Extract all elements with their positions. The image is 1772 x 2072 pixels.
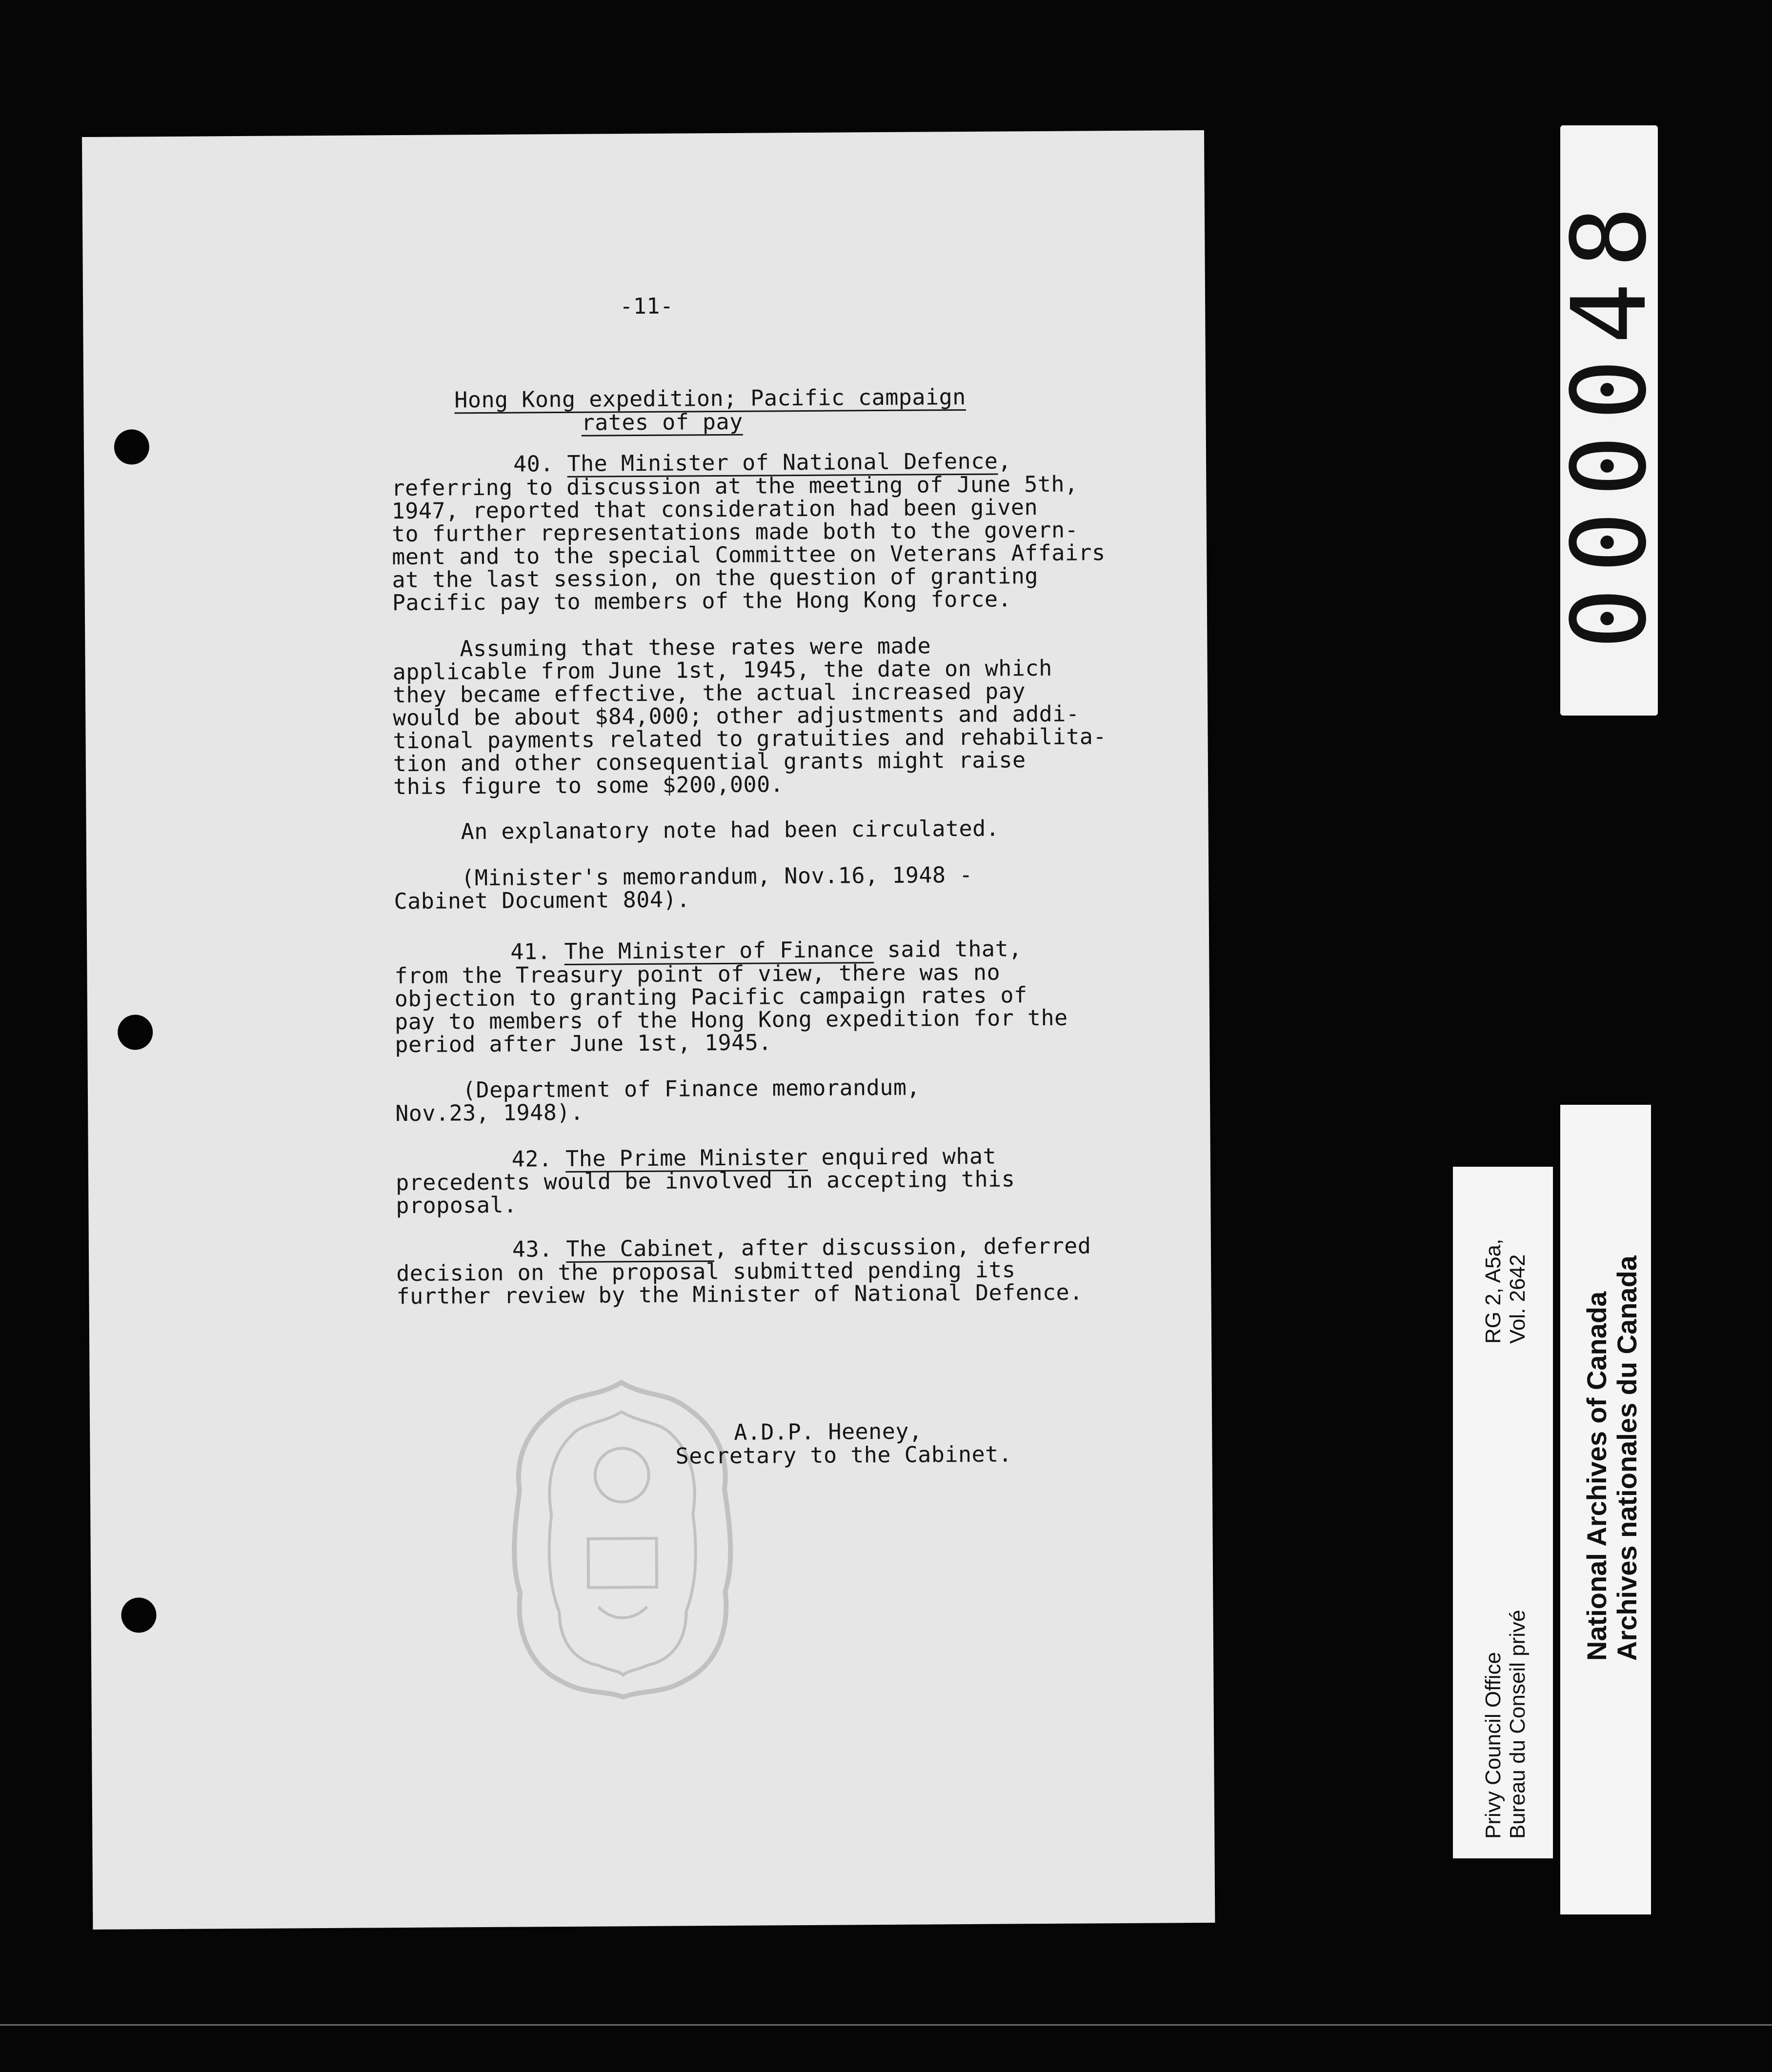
archive-institution-label bbox=[1560, 1105, 1651, 1914]
paragraph-number: 41. bbox=[510, 938, 564, 965]
paragraph-text: , bbox=[998, 448, 1012, 474]
paragraph-40b-line: tion and other consequential grants might raise bbox=[393, 747, 1026, 777]
document-page bbox=[82, 130, 1215, 1930]
paragraph-40-line: ment and to the special Committee on Veterans Affairs bbox=[392, 539, 1106, 570]
paragraph-40-line: referring to discussion at the meeting of June 5th, bbox=[391, 471, 1078, 501]
binder-hole-middle bbox=[118, 1015, 153, 1050]
paragraph-text: , after discussion, deferred bbox=[714, 1233, 1091, 1261]
paragraph-41-line: period after June 1st, 1945. bbox=[395, 1029, 772, 1058]
paragraph-40b-line: applicable from June 1st, 1945, the date on which bbox=[392, 655, 1052, 685]
paragraph-40-line: to further representations made both to the govern- bbox=[391, 517, 1079, 547]
paragraph-43-line: decision on the proposal submitted pending its bbox=[396, 1256, 1016, 1287]
paragraph-text: said that, bbox=[874, 936, 1022, 963]
paragraph-40b-line: Assuming that these rates were made bbox=[392, 633, 931, 662]
paragraph-41-line: objection to granting Pacific campaign rates of bbox=[394, 982, 1027, 1012]
paragraph-40b-line: would be about $84,000; other adjustments and addi- bbox=[393, 700, 1080, 731]
paragraph-number: 43. bbox=[512, 1235, 566, 1262]
paragraph-41-line: pay to members of the Hong Kong expedition for the bbox=[394, 1004, 1068, 1035]
embossed-seal bbox=[500, 1377, 745, 1700]
archive-reference-label bbox=[1453, 1167, 1553, 1858]
volume-ref: Vol. 2642 bbox=[1506, 1254, 1530, 1344]
archives-name-en: National Archives of Canada bbox=[1581, 1291, 1612, 1661]
section-heading-line1: Hong Kong expedition; Pacific campaign bbox=[454, 383, 966, 413]
frame-number: 000048 bbox=[1549, 191, 1669, 650]
record-group-ref: RG 2, A5a, bbox=[1481, 1238, 1505, 1344]
frame-number-tab bbox=[1549, 125, 1669, 716]
paragraph-40-line: 1947, reported that consideration had been given bbox=[391, 494, 1038, 524]
reference-41-line: (Department of Finance memorandum, bbox=[395, 1074, 921, 1104]
signature-name: A.D.P. Heeney, bbox=[734, 1418, 923, 1445]
reference-40-line: Cabinet Document 804). bbox=[394, 886, 690, 915]
signature-title: Secretary to the Cabinet. bbox=[675, 1441, 1012, 1469]
paragraph-40-line: Pacific pay to members of the Hong Kong force. bbox=[392, 586, 1012, 616]
paragraph-number: 40. bbox=[513, 450, 567, 477]
paragraph-40b-line: this figure to some $200,000. bbox=[393, 771, 784, 800]
paragraph-40b-line: they became effective, the actual increased pay bbox=[392, 678, 1026, 708]
section-heading-line2: rates of pay bbox=[581, 408, 743, 436]
paragraph-42-line: proposal. bbox=[396, 1192, 517, 1219]
reference-41-line: Nov.23, 1948). bbox=[395, 1099, 584, 1127]
binder-hole-top bbox=[114, 429, 149, 464]
paragraph-41-line: from the Treasury point of view, there was no bbox=[394, 959, 1001, 989]
paragraph-43-line: further review by the Minister of National Defence. bbox=[396, 1279, 1083, 1310]
binder-hole-bottom bbox=[121, 1597, 156, 1633]
paragraph-40b-line: tional payments related to gratuities and rehabilita- bbox=[393, 723, 1107, 754]
explanatory-note-line: An explanatory note had been circulated. bbox=[393, 815, 1000, 845]
paragraph-42-line: precedents would be involved in accepting this bbox=[395, 1166, 1015, 1196]
paragraph-actor: The Prime Minister bbox=[565, 1144, 808, 1172]
reference-40-line: (Minister's memorandum, Nov.16, 1948 - bbox=[394, 861, 973, 892]
paragraph-actor: The Cabinet bbox=[566, 1235, 714, 1262]
film-edge-line bbox=[0, 2024, 1772, 2026]
office-name-fr: Bureau du Conseil privé bbox=[1506, 1610, 1530, 1839]
paragraph-actor: The Minister of Finance bbox=[564, 936, 874, 964]
paragraph-40-line: at the last session, on the question of granting bbox=[392, 563, 1039, 593]
paragraph-number: 42. bbox=[511, 1145, 566, 1172]
paragraph-actor: The Minister of National Defence bbox=[567, 448, 998, 477]
office-name-en: Privy Council Office bbox=[1481, 1652, 1505, 1839]
archives-name-fr: Archives nationales du Canada bbox=[1611, 1255, 1642, 1661]
paragraph-text: enquired what bbox=[807, 1143, 997, 1170]
page-number: -11- bbox=[619, 293, 674, 319]
